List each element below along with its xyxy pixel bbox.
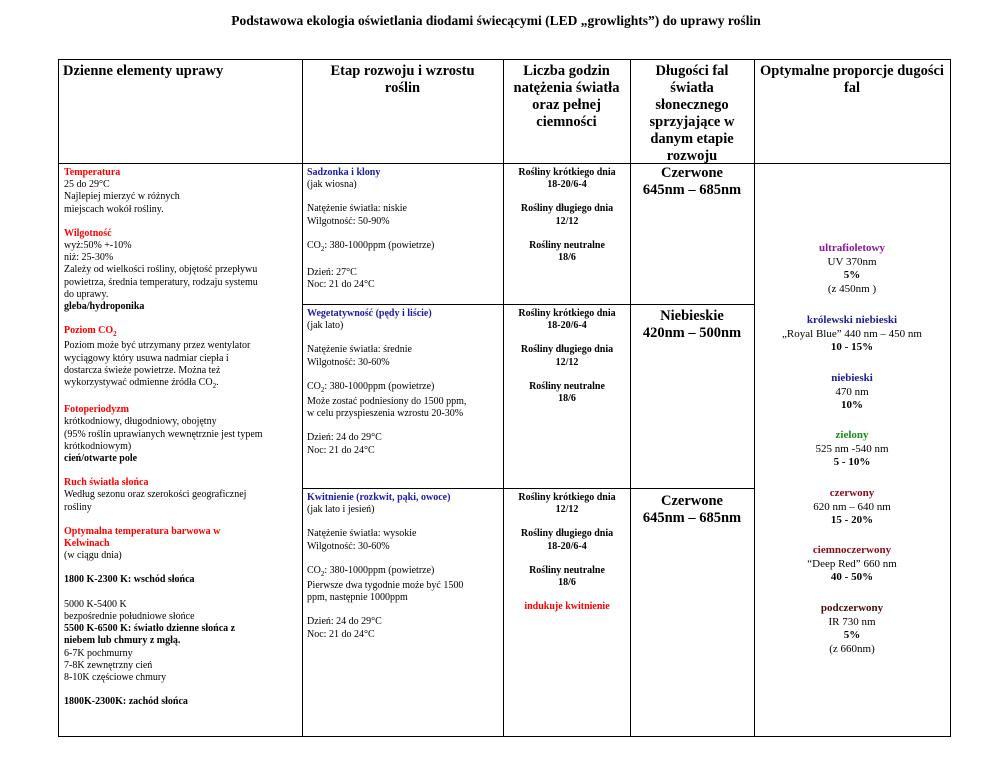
- temperature-note-2: miejscach wokół rośliny.: [64, 203, 164, 215]
- daily-elements-column: [64, 167, 300, 708]
- light-hours-label: Rośliny długiego dnia: [520, 528, 614, 540]
- kelvin-sunrise: 1800 K-2300 K: wschód słońca: [64, 574, 195, 586]
- stage-vegetative-co2-note-1: Może zostać podniesiony do 1500 ppm,: [307, 396, 467, 408]
- light-hours-label: Rośliny długiego dnia: [520, 203, 614, 215]
- header-growth-stage: Etap rozwoju i wzrostu roślin: [330, 63, 475, 96]
- col-border-1: [302, 59, 303, 737]
- light-hours-label: Rośliny neutralne: [529, 564, 605, 576]
- header-daily-elements: Dzienne elementy uprawy: [63, 63, 224, 79]
- light-hours-label: Rośliny neutralne: [529, 239, 605, 251]
- stage-vegetative-title: Wegetatywność (pędy i liście): [307, 308, 432, 319]
- wavelength-blue-vegetative: [632, 308, 752, 342]
- sun-movement-note-1: Według sezonu oraz szerokości geograficznej: [64, 489, 247, 501]
- stage-flowering-season: (jak lato i jesień): [307, 504, 375, 516]
- proportion-wavelength: „Royal Blue” 440 nm – 450 nm: [782, 327, 922, 340]
- light-hours-value: 18-20/6-4: [547, 320, 587, 332]
- light-hours-value: 18/6: [558, 252, 576, 264]
- light-hours-label: Rośliny krótkiego dnia: [518, 167, 616, 178]
- col-border-3: [630, 59, 631, 737]
- light-hours-label: Rośliny krótkiego dnia: [518, 308, 616, 319]
- proportion-wavelength: 620 nm – 640 nm: [813, 500, 891, 513]
- proportion-green: [754, 429, 950, 470]
- kelvin-partial-clouds: 8-10K częściowe chmury: [64, 671, 167, 683]
- col-border-2: [503, 59, 504, 737]
- table-top-border: [58, 59, 951, 60]
- proportion-name: niebieski: [831, 372, 873, 384]
- stage-flowering-title: Kwitnienie (rozkwit, pąki, owoce): [307, 492, 451, 503]
- kelvin-noon-range: 5000 K-5400 K: [64, 598, 127, 610]
- table-bottom-border: [58, 736, 951, 737]
- light-hours-value: 18/6: [558, 577, 576, 589]
- header-proportions: Optymalne proporcje dugości fal: [760, 63, 944, 96]
- photoperiod-heading: Fotoperiodyzm: [64, 404, 129, 416]
- stage-vegetative-humidity: Wilgotność: 30-60%: [307, 356, 390, 368]
- stage-seedling-light: Natężenie światła: niskie: [307, 203, 407, 215]
- stage-vegetative-light: Natężenie światła: średnie: [307, 344, 412, 356]
- wavelength-red-seedling: [632, 165, 752, 199]
- proportion-name: zielony: [835, 429, 869, 441]
- kelvin-noon-desc: bezpośrednie południowe słońce: [64, 610, 195, 622]
- temperature-value: 25 do 29°C: [64, 179, 110, 191]
- humidity-note-3: do uprawy.: [64, 288, 109, 300]
- wavelength-range: 645nm – 685nm: [642, 510, 742, 526]
- proportion-note: (z 450nm ): [827, 282, 877, 295]
- document-title: Podstawowa ekologia oświetlania diodami świecącymi (LED „growlights”) do uprawy roślin: [231, 13, 761, 28]
- proportion-infrared: [754, 602, 950, 656]
- proportion-percent: 5%: [843, 629, 861, 641]
- temperature-note-1: Najlepiej mierzyć w różnych: [64, 191, 180, 203]
- photoperiod-note-2: (95% roślin uprawianych wewnętrznie jest typem: [64, 428, 263, 440]
- row1-bottom-border: [302, 304, 754, 305]
- light-hours-label: Rośliny krótkiego dnia: [518, 492, 616, 503]
- wavelength-color: Czerwone: [660, 165, 723, 181]
- color-temp-note: (w ciągu dnia): [64, 550, 122, 562]
- stage-seedling-humidity: Wilgotność: 50-90%: [307, 215, 390, 227]
- flowering-induction-note: indukuje kwitnienie: [524, 601, 610, 613]
- col-border-0: [58, 59, 59, 737]
- stage-flowering-light: Natężenie światła: wysokie: [307, 528, 417, 540]
- stage-flowering-day: Dzień: 24 do 29°C: [307, 616, 382, 628]
- kelvin-daylight-2: niebem lub chmury z mgłą.: [64, 635, 181, 647]
- stage-flowering-co2: $CO_2$: 380-1000ppm (powietrze): [307, 564, 435, 578]
- humidity-heading: Wilgotność: [64, 227, 112, 239]
- proportion-red: [754, 487, 950, 528]
- stage-vegetative-day: Dzień: 24 do 29°C: [307, 432, 382, 444]
- kelvin-cloudy: 6-7K pochmurny: [64, 647, 133, 659]
- col-border-5: [950, 59, 951, 737]
- header-wavelengths: Długości fal światła słonecznego sprzyjające w danym etapie rozwoju: [649, 63, 735, 164]
- proportion-name: ultrafioletowy: [819, 242, 885, 254]
- proportion-wavelength: “Deep Red” 660 nm: [807, 557, 897, 570]
- stage-seedling: [307, 167, 501, 291]
- humidity-low: niż: 25-30%: [64, 252, 114, 264]
- light-hours-value: 18-20/6-4: [547, 179, 587, 191]
- proportion-name: ciemnoczerwony: [812, 544, 892, 556]
- proportion-percent: 5%: [843, 269, 861, 281]
- light-hours-value: 12/12: [555, 215, 579, 227]
- photoperiod-note-4: cień/otwarte pole: [64, 453, 138, 465]
- stage-seedling-day: Dzień: 27°C: [307, 267, 357, 279]
- wavelength-range: 645nm – 685nm: [642, 182, 742, 198]
- kelvin-daylight-1: 5500 K-6500 K: światło dzienne słońca z: [64, 623, 236, 635]
- humidity-note-1: Zależy od wielkości rośliny, objętość przepływu: [64, 264, 258, 276]
- stage-vegetative-co2-note-2: w celu przyspieszenia wzrostu 20-30%: [307, 408, 464, 420]
- co2-heading: Poziom $CO_2$: [64, 325, 117, 339]
- photoperiod-note-1: krótkodniowy, długodniowy, obojętny: [64, 416, 217, 428]
- wavelength-color: Czerwone: [660, 493, 723, 509]
- stage-seedling-title: Sadzonka i klony: [307, 167, 381, 178]
- stage-vegetative: [307, 308, 501, 457]
- stage-flowering: [307, 492, 501, 641]
- light-hours-flowering: [505, 492, 629, 613]
- stage-flowering-humidity: Wilgotność: 30-60%: [307, 540, 390, 552]
- light-hours-label: Rośliny długiego dnia: [520, 344, 614, 356]
- color-temp-heading-1: Optymalna temperatura barwowa w: [64, 525, 221, 537]
- light-hours-seedling: [505, 167, 629, 264]
- co2-note-4: wykorzystywać odmienne źródła $CO_2$.: [64, 377, 219, 391]
- stage-vegetative-season: (jak lato): [307, 320, 344, 332]
- wavelength-range: 420nm – 500nm: [642, 325, 742, 341]
- proportion-name: podczerwony: [820, 602, 884, 614]
- proportion-percent: 15 - 20%: [830, 514, 874, 526]
- humidity-high: wyż:50% +-10%: [64, 240, 132, 252]
- light-hours-vegetative: [505, 308, 629, 405]
- kelvin-shade: 7-8K zewnętrzny cień: [64, 659, 153, 671]
- stage-vegetative-night: Noc: 21 do 24°C: [307, 444, 375, 456]
- temperature-heading: Temperatura: [64, 167, 121, 178]
- sun-movement-note-2: rośliny: [64, 501, 92, 513]
- stage-flowering-co2-note-2: ppm, następnie 1000ppm: [307, 592, 408, 604]
- proportion-uv: [754, 242, 950, 296]
- proportion-name: królewski niebieski: [806, 314, 898, 326]
- proportion-wavelength: 525 nm -540 nm: [815, 442, 889, 455]
- proportion-percent: 10 - 15%: [830, 341, 874, 353]
- proportion-wavelength: 470 nm: [835, 385, 869, 398]
- header-light-hours: Liczba godzin natężenia światła oraz pełnej ciemności: [513, 63, 620, 130]
- proportion-percent: 40 - 50%: [830, 571, 874, 583]
- light-hours-label: Rośliny neutralne: [529, 380, 605, 392]
- color-temp-heading-2: Kelwinach: [64, 538, 110, 550]
- humidity-system: gleba/hydroponika: [64, 301, 145, 313]
- proportion-name: czerwony: [829, 487, 875, 499]
- stage-flowering-co2-note-1: Pierwsze dwa tygodnie może być 1500: [307, 580, 464, 592]
- co2-note-2: wyciągowy który usuwa nadmiar ciepła i: [64, 352, 229, 364]
- proportion-blue: [754, 372, 950, 413]
- photoperiod-note-3: krótkodniowym): [64, 440, 132, 452]
- co2-note-3: dostarcza świeże powietrze. Można też: [64, 364, 221, 376]
- stage-seedling-co2: $CO_2$: 380-1000ppm (powietrze): [307, 239, 435, 253]
- wavelength-color: Niebieskie: [660, 308, 724, 324]
- stage-seedling-season: (jak wiosna): [307, 179, 357, 191]
- stage-seedling-night: Noc: 21 do 24°C: [307, 279, 375, 291]
- light-hours-value: 12/12: [555, 356, 579, 368]
- co2-note-1: Poziom może być utrzymany przez wentylator: [64, 340, 251, 352]
- stage-vegetative-co2: $CO_2$: 380-1000ppm (powietrze): [307, 380, 435, 394]
- light-hours-value: 12/12: [555, 504, 579, 516]
- header-bottom-border: [58, 163, 951, 164]
- proportion-deep-red: [754, 544, 950, 585]
- humidity-note-2: powietrza, średnia temperatury, rodzaju systemu: [64, 276, 258, 288]
- proportion-percent: 5 - 10%: [833, 456, 871, 468]
- row2-bottom-border: [302, 488, 754, 489]
- kelvin-sunset: 1800K-2300K: zachód słońca: [64, 696, 188, 708]
- stage-flowering-night: Noc: 21 do 24°C: [307, 628, 375, 640]
- wavelength-red-flowering: [632, 493, 752, 527]
- proportion-note: (z 660nm): [829, 642, 875, 655]
- proportion-wavelength: UV 370nm: [827, 255, 877, 268]
- light-hours-value: 18-20/6-4: [547, 540, 587, 552]
- proportion-percent: 10%: [841, 399, 863, 411]
- proportion-royal-blue: [754, 314, 950, 355]
- proportion-wavelength: IR 730 nm: [828, 615, 876, 628]
- sun-movement-heading: Ruch światła słońca: [64, 477, 149, 489]
- light-hours-value: 18/6: [558, 393, 576, 405]
